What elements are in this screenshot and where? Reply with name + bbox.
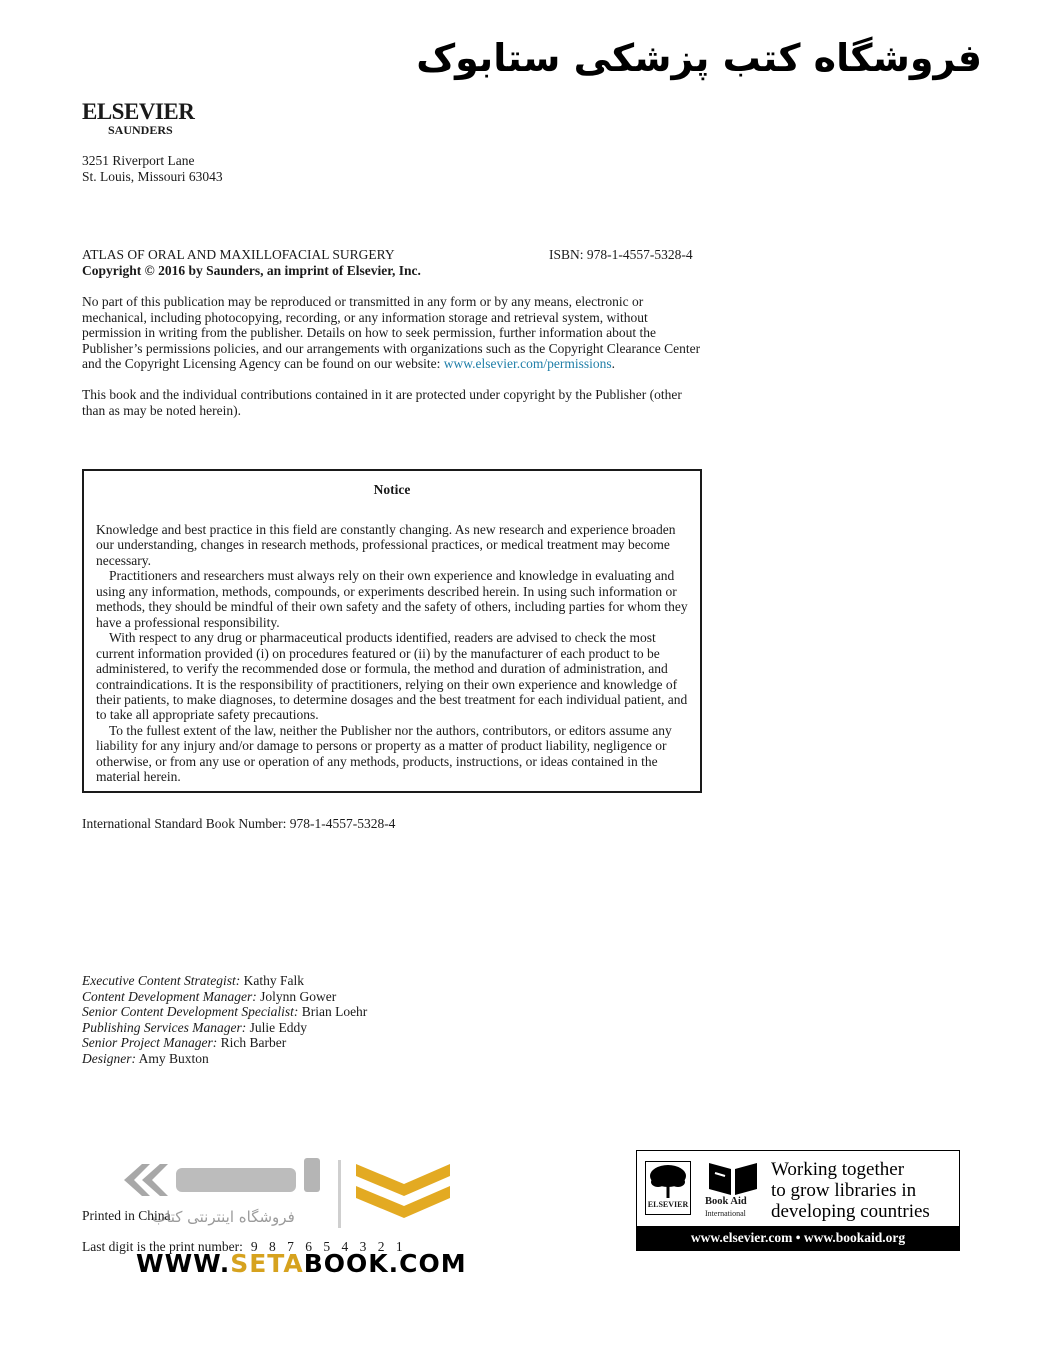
credit-name: Rich Barber (217, 1035, 287, 1050)
copyright-line: Copyright © 2016 by Saunders, an imprint of Elsevier, Inc. (82, 263, 421, 278)
credit-role: Content Development Manager: (82, 988, 257, 1004)
credit-line (82, 1051, 367, 1067)
bookaid-slogan-line-2: to grow libraries in (771, 1180, 917, 1201)
bookaid-slogan (771, 1159, 930, 1222)
logo-saunders-text: SAUNDERS (108, 123, 173, 137)
publisher-address (82, 153, 223, 184)
bookaid-footer-links[interactable]: www.elsevier.com • www.bookaid.org (637, 1226, 959, 1250)
credit-role: Executive Content Strategist: (82, 973, 241, 988)
credit-name: Julie Eddy (246, 1019, 307, 1035)
credit-line (82, 1035, 367, 1051)
book-aid-icon (705, 1159, 761, 1197)
setabook-persian-glyph-icon (176, 1168, 296, 1192)
credit-name: Jolynn Gower (256, 988, 337, 1004)
notice-paragraph-1: Knowledge and best practice in this field are constantly changing. As new research and experience broaden our understanding, changes in research methods, professional practices, or medical treatment may become necessary. (96, 522, 676, 568)
logo-elsevier-text: ELSEVIER (82, 99, 195, 124)
permissions-link[interactable]: www.elsevier.com/permissions (443, 356, 612, 371)
setabook-watermark-logo (120, 1158, 455, 1238)
notice-body (96, 522, 692, 785)
watermark-url (136, 1249, 467, 1278)
bookaid-elsevier-label: ELSEVIER (647, 1200, 689, 1209)
credit-name: Amy Buxton (136, 1050, 209, 1066)
credit-line (82, 989, 367, 1005)
notice-title: Notice (373, 482, 411, 497)
setabook-accent-icon (304, 1158, 320, 1192)
rights-paragraph (82, 294, 702, 372)
bookaid-slogan-line-3: developing countries (771, 1201, 930, 1222)
credit-role: Publishing Services Manager: (82, 1019, 247, 1035)
rights-paragraph-text: No part of this publication may be reproduced or transmitted in any form or by any means, electronic or mechanical, including photocopying, recording, or any information storage and retrieval system, without permission in writing from the publisher. Details on how to seek permission, further information about the Publisher’s permissions policies, and our arrangements with organizations such as the Copyright Clearance Center and the Copyright Licensing Agency can be found on our website: (82, 294, 701, 371)
setabook-divider (338, 1160, 341, 1228)
watermark-url-highlight: SETA (230, 1249, 304, 1278)
credits-list (82, 973, 367, 1066)
store-header-title: فروشگاه کتب پزشکی ستابوک (416, 36, 982, 80)
notice-paragraph-4: To the fullest extent of the law, neither the Publisher nor the authors, contributors, or editors assume any liability for any injury and/or damage to persons or property as a matter of product liability, negligence or otherwise, or from any use or operation of any methods, products, instructions, or ideas contained in the material herein. (96, 722, 672, 785)
credit-name: Kathy Falk (240, 973, 304, 988)
bookaid-international-label: International (705, 1209, 746, 1218)
copyright-protection-paragraph: This book and the individual contributions contained in it are protected under copyright by the Publisher (other than as may be noted herein). (82, 387, 682, 418)
printed-in-line: Printed in China (82, 1208, 171, 1223)
rights-paragraph-end: . (611, 356, 616, 371)
publisher-logo (82, 100, 194, 136)
watermark-persian-subtitle: فروشگاه اینترنتی کتاب (152, 1208, 295, 1226)
setabook-book-icon (356, 1164, 450, 1218)
address-line-2: St. Louis, Missouri 63043 (82, 168, 223, 184)
credit-role: Designer: (82, 1050, 136, 1066)
credit-name: Brian Loehr (298, 1004, 368, 1019)
credit-role: Senior Content Development Specialist: (82, 1004, 299, 1019)
setabook-arrow-icon (124, 1164, 168, 1196)
print-number-label: Last digit is the print number: (82, 1239, 243, 1254)
notice-paragraph-3: With respect to any drug or pharmaceutical products identified, readers are advised to check the most current information provided (i) on procedures featured or (ii) by the manufacturer of each product to be administered, to verify the recommended dose or formula, the method and duration of administration, and contraindications. It is the responsibility of practitioners, relying on their own experience and knowledge of their patients, to make diagnoses, to determine dosages and the best treatment for each individual patient, and to take all appropriate safety precautions. (96, 630, 688, 723)
bookaid-slogan-line-1: Working together (771, 1159, 905, 1180)
address-line-1: 3251 Riverport Lane (82, 153, 195, 168)
credit-line (82, 1004, 367, 1020)
credit-role: Senior Project Manager: (82, 1035, 218, 1050)
credit-line (82, 1020, 367, 1036)
watermark-url-prefix: WWW. (136, 1249, 231, 1278)
credit-line (82, 973, 367, 989)
isbn-full-line: International Standard Book Number: 978-1-4557-5328-4 (82, 816, 396, 831)
watermark-url-suffix: BOOK.COM (303, 1249, 467, 1278)
print-number-digits: 9 8 7 6 5 4 3 2 1 (250, 1239, 403, 1254)
bookaid-book-aid-label: Book Aid (705, 1196, 747, 1207)
isbn-label: ISBN: 978-1-4557-5328-4 (549, 247, 693, 262)
notice-box (82, 469, 702, 793)
bookaid-box (636, 1150, 960, 1251)
book-title: ATLAS OF ORAL AND MAXILLOFACIAL SURGERY (82, 247, 395, 262)
notice-paragraph-2: Practitioners and researchers must always rely on their own experience and knowledge in evaluating and using any information, methods, compounds, or experiments described herein. In using such information or methods, they should be mindful of their own safety and the safety of others, including parties for whom they have a professional responsibility. (96, 568, 688, 630)
